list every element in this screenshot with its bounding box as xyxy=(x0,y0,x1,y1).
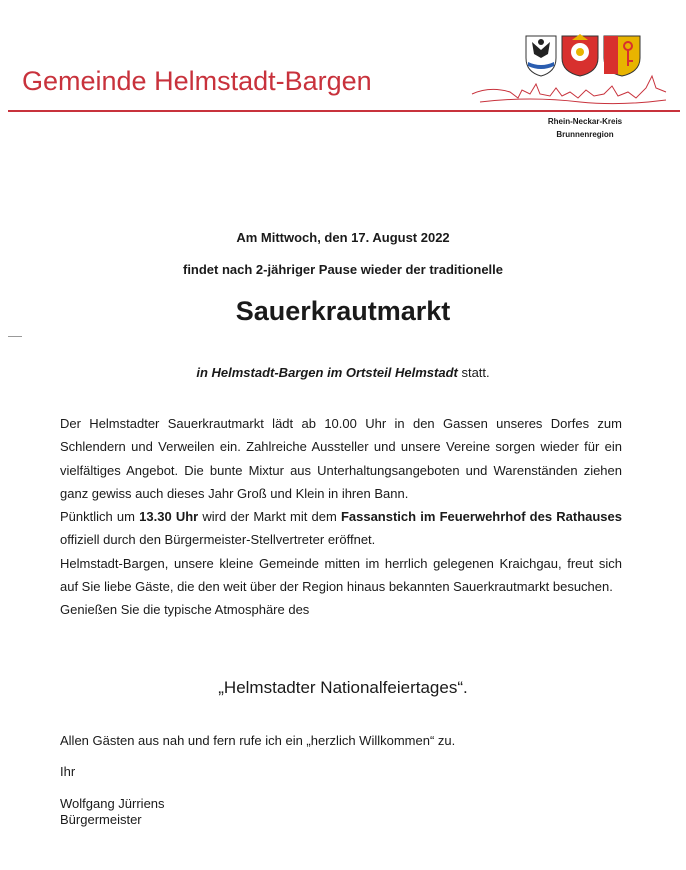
paragraph-community: Helmstadt-Bargen, unsere kleine Gemeinde mitten im herrlich gelegenen Kraichgau, freut sich auf Sie liebe Gäste, die den weit über der Region hinaus bekannten Sauerkrautmarkt besuchen. xyxy=(60,555,622,595)
event-location xyxy=(0,365,686,380)
event-location-suffix: statt. xyxy=(457,365,490,380)
paragraph-intro: Der Helmstadter Sauerkrautmarkt lädt ab 10.00 Uhr in den Gassen unseres Dorfes zum Schlendern und Verweilen ein. Zahlreiche Aussteller und unsere Vereine sorgen wieder für ein vielfältiges Angebot. Die bunte Mixtur aus Unterhaltungsangeboten und Warenständen ziehen ganz gewiss auch dieses Jahr Groß und Klein in ihren Bann. xyxy=(60,416,622,501)
body-text xyxy=(60,412,622,622)
event-intro: findet nach 2-jähriger Pause wieder der traditionelle xyxy=(182,262,504,277)
header-divider xyxy=(8,110,680,112)
region-subtitle: Brunnenregion xyxy=(556,130,614,139)
closing-welcome: Allen Gästen aus nah und fern rufe ich ein „herzlich Willkommen“ zu. xyxy=(60,733,456,748)
event-location-emphasis: in Helmstadt-Bargen im Ortsteil Helmstadt xyxy=(196,365,458,380)
coat-of-arms-logos xyxy=(524,28,642,78)
signature-block xyxy=(60,796,165,828)
fold-mark xyxy=(8,336,22,337)
opening-text: wird der Markt mit dem xyxy=(198,509,341,525)
opening-text: offiziell durch den Bürgermeister-Stellvertreter eröffnet. xyxy=(60,532,376,548)
opening-time: 13.30 Uhr xyxy=(139,509,199,525)
quote-line: „Helmstadter Nationalfeiertages“. xyxy=(218,678,468,697)
signer-name: Wolfgang Jürriens xyxy=(60,796,165,811)
eagle-crest-icon xyxy=(526,36,556,76)
event-date: Am Mittwoch, den 17. August 2022 xyxy=(236,230,450,245)
region-name: Rhein-Neckar-Kreis xyxy=(547,117,623,126)
village-skyline-outline xyxy=(470,72,670,110)
paragraph-atmosphere: Genießen Sie die typische Atmosphäre des xyxy=(60,602,310,618)
opening-text: Pünktlich um xyxy=(60,509,140,525)
gold-key-crest-icon xyxy=(604,36,640,76)
red-crest-icon xyxy=(562,34,598,76)
opening-event: Fassanstich im Feuerwehrhof des Rathauses xyxy=(340,509,622,525)
municipality-name: Gemeinde Helmstadt-Bargen xyxy=(22,66,372,96)
signer-title: Bürgermeister xyxy=(60,812,142,827)
event-headline: Sauerkrautmarkt xyxy=(235,296,451,326)
closing-ihr: Ihr xyxy=(60,764,76,779)
paragraph-opening xyxy=(60,505,622,552)
